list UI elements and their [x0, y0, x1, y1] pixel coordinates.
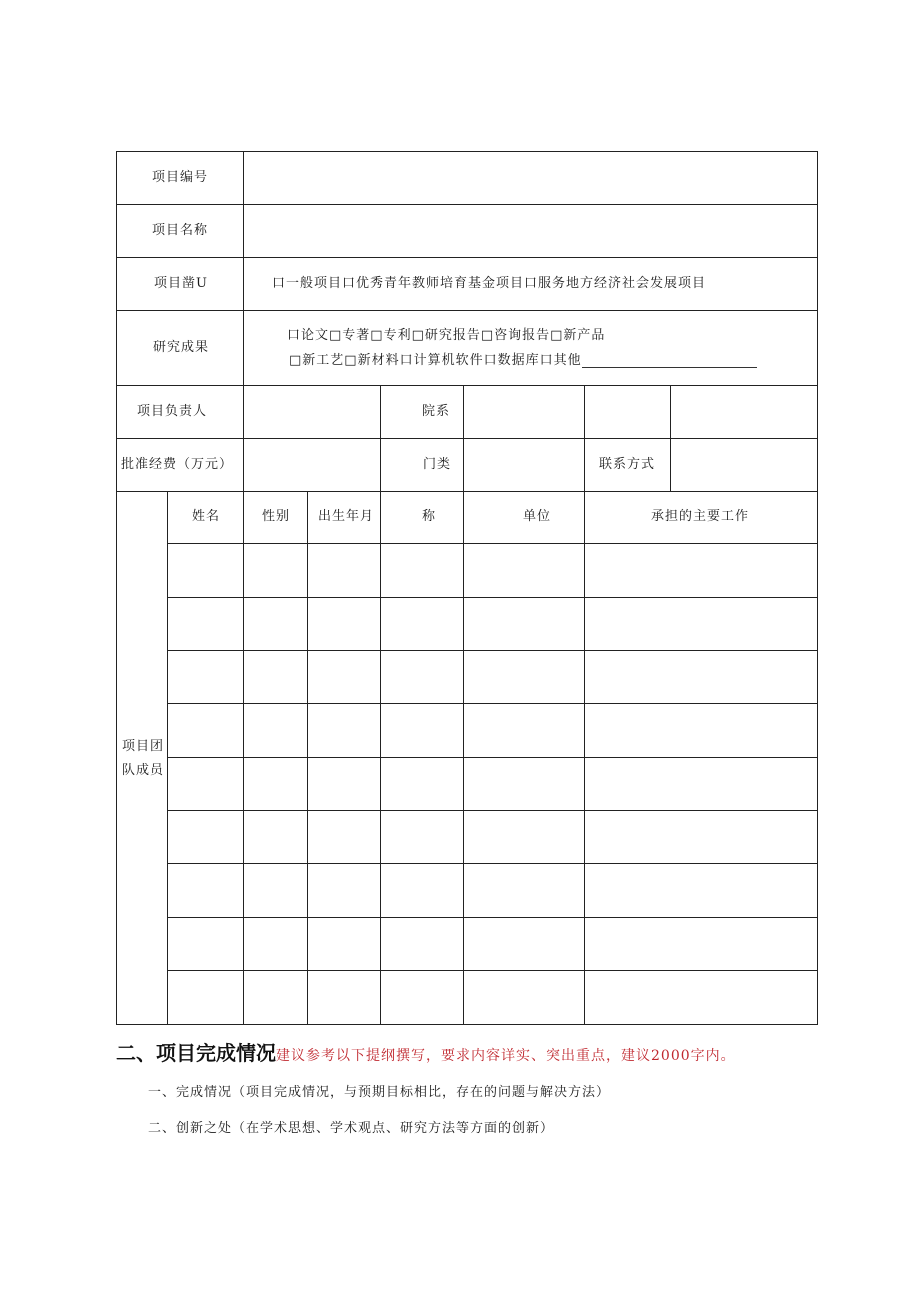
- team-header-birth-date: 出生年月: [317, 509, 375, 524]
- table-border-left: [116, 151, 117, 1025]
- col-divider: [463, 385, 464, 491]
- department-label: 院系: [421, 404, 451, 419]
- row-divider: [116, 310, 818, 311]
- other-results-blank[interactable]: [582, 367, 757, 368]
- table-border-top: [116, 151, 818, 152]
- col-divider: [380, 385, 381, 491]
- approved-funding-label: 批准经费（万元）: [120, 457, 234, 472]
- project-name-label: 项目名称: [151, 223, 209, 238]
- table-border-bottom: [116, 1024, 818, 1025]
- team-row-divider: [167, 863, 818, 864]
- section-2-title: 二、项目完成情况: [116, 1041, 276, 1065]
- col-divider: [670, 385, 671, 491]
- project-leader-label: 项目负责人: [136, 404, 208, 419]
- team-header-unit: 单位: [522, 509, 552, 524]
- project-leader-field[interactable]: [246, 388, 378, 436]
- project-category-options[interactable]: 口一般项目口优秀青年教师培育基金项目口服务地方经济社会发展项目: [272, 276, 707, 291]
- project-number-field[interactable]: [246, 154, 815, 202]
- research-results-label: 研究成果: [152, 340, 210, 355]
- row-divider: [116, 385, 818, 386]
- row-divider: [116, 257, 818, 258]
- team-row-divider: [167, 810, 818, 811]
- team-row-divider: [167, 970, 818, 971]
- discipline-category-label: 门类: [422, 457, 452, 472]
- row-divider: [116, 491, 818, 492]
- project-name-field[interactable]: [246, 207, 815, 255]
- team-col-divider: [307, 491, 308, 1025]
- label-column-divider: [243, 151, 244, 491]
- department-field[interactable]: [466, 388, 582, 436]
- team-col-divider: [584, 491, 585, 1025]
- team-col-divider: [243, 491, 244, 1025]
- approved-funding-field[interactable]: [246, 441, 378, 489]
- table-border-right: [817, 151, 818, 1025]
- team-members-label-line1: 项目团: [121, 739, 165, 754]
- team-row-divider: [167, 703, 818, 704]
- project-category-label: 项目凿U: [154, 276, 208, 291]
- team-members-label-line2: 队成员: [121, 763, 165, 778]
- team-row-divider: [167, 917, 818, 918]
- section-2-heading: [116, 1040, 736, 1069]
- team-header-name: 姓名: [191, 509, 221, 524]
- contact-field[interactable]: [673, 441, 815, 489]
- team-col-divider: [167, 491, 168, 1025]
- innovation-item: 二、创新之处（在学术思想、学术观点、研究方法等方面的创新）: [148, 1121, 555, 1136]
- completion-status-item: 一、完成情况（项目完成情况，与预期目标相比，存在的问题与解决方法）: [148, 1085, 611, 1100]
- row-divider: [116, 438, 818, 439]
- team-header-gender: 性别: [261, 509, 291, 524]
- row-divider: [116, 204, 818, 205]
- team-row-divider: [167, 757, 818, 758]
- team-row-divider: [167, 597, 818, 598]
- team-header-title: 称: [421, 509, 437, 524]
- team-row-divider: [167, 650, 818, 651]
- team-row-divider: [167, 543, 818, 544]
- team-col-divider: [380, 491, 381, 1025]
- team-col-divider: [463, 491, 464, 1025]
- research-results-options-line2[interactable]: □新工艺□新材料口计算机软件口数据库口其他: [289, 353, 582, 368]
- project-number-label: 项目编号: [151, 170, 209, 185]
- contact-label: 联系方式: [598, 457, 656, 472]
- section-2-note: 建议参考以下提纲撰写，要求内容详实、突出重点，建议2000字内。: [276, 1048, 736, 1064]
- col-divider: [584, 385, 585, 491]
- research-results-options-line1[interactable]: 口论文□专著□专利□研究报告□咨询报告□新产品: [287, 328, 606, 343]
- team-header-main-work: 承担的主要工作: [650, 509, 750, 524]
